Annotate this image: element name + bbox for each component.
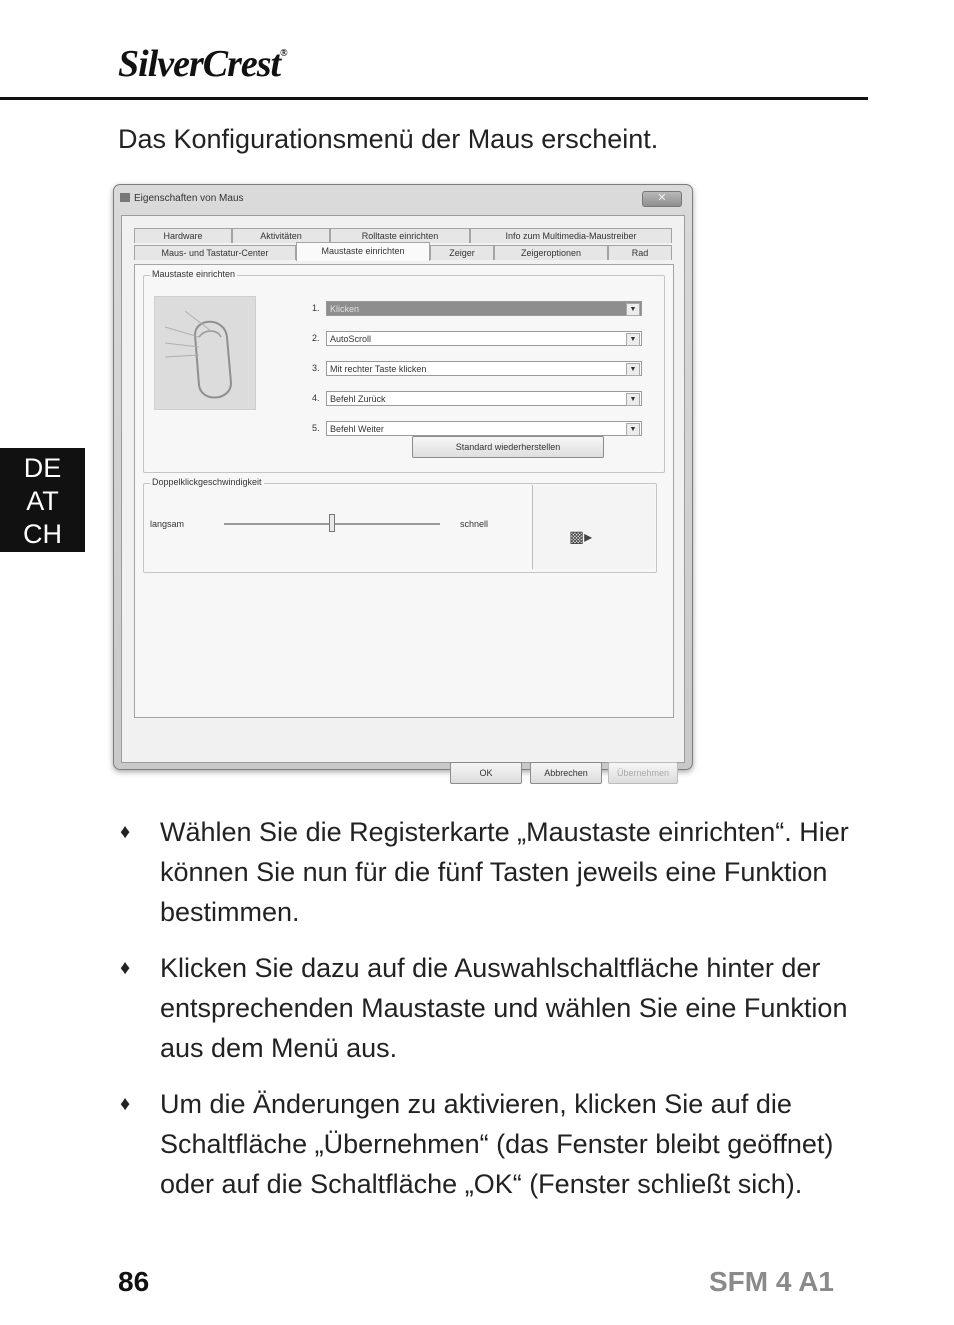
page-number: 86	[118, 1266, 150, 1297]
tab-aktivitaeten[interactable]: Aktivitäten	[232, 228, 330, 243]
double-click-test-area[interactable]	[532, 485, 655, 569]
dialog-client	[121, 215, 685, 778]
chevron-down-icon[interactable]: ▼	[626, 393, 640, 406]
button-3-select[interactable]	[326, 361, 642, 376]
lang-de: DE	[23, 453, 62, 483]
button-number: 1.	[312, 303, 320, 313]
button-5-select[interactable]	[326, 421, 642, 436]
tab-maustaste-einrichten[interactable]: Maustaste einrichten	[296, 242, 430, 261]
tab-rolltaste[interactable]: Rolltaste einrichten	[330, 228, 470, 243]
chevron-down-icon[interactable]: ▼	[626, 333, 640, 346]
button-number: 5.	[312, 423, 320, 433]
tab-zeigeroptionen[interactable]: Zeigeroptionen	[494, 245, 608, 260]
chevron-down-icon[interactable]: ▼	[626, 363, 640, 376]
intro-text: Das Konfigurationsmenü der Maus erscheint.	[118, 124, 659, 154]
button-2-value: AutoScroll	[330, 333, 372, 344]
instruction-text: Um die Änderungen zu aktivieren, klicken Sie auf die Schaltfläche „Übernehmen“ (das Fenster bleibt geöffnet) oder auf die Schaltfläche „OK“ (Fenster schließt sich).	[160, 1089, 834, 1199]
tab-maus-tastatur-center[interactable]: Maus- und Tastatur-Center	[134, 245, 296, 260]
model-name: SFM 4 A1	[709, 1266, 834, 1297]
button-number: 3.	[312, 363, 320, 373]
button-config-group	[143, 269, 665, 473]
close-button[interactable]	[642, 191, 682, 207]
lang-at: AT	[26, 486, 59, 516]
button-row-2	[312, 330, 642, 346]
tab-zeiger[interactable]: Zeiger	[430, 245, 494, 260]
diamond-bullet-icon: ♦	[120, 821, 131, 843]
mouse-diagram-icon	[155, 297, 255, 409]
button-2-select[interactable]	[326, 331, 642, 346]
header-rule	[0, 97, 868, 100]
test-folder-icon[interactable]: ▩▸	[569, 529, 593, 546]
instruction-item	[118, 948, 858, 1068]
button-1-select[interactable]	[326, 301, 642, 316]
ok-button[interactable]: OK	[450, 762, 522, 784]
fast-label: schnell	[460, 519, 489, 529]
button-row-4	[312, 390, 642, 406]
double-click-slider-thumb[interactable]	[329, 514, 335, 532]
dialog-titlebar	[120, 193, 244, 209]
button-1-value: Klicken	[330, 303, 360, 314]
button-row-5	[312, 420, 642, 436]
instruction-text: Wählen Sie die Registerkarte „Maustaste einrichten“. Hier können Sie nun für die fünf Tasten jeweils eine Funktion bestimmen.	[160, 817, 849, 927]
tab-rad[interactable]: Rad	[608, 245, 672, 260]
lang-ch: CH	[23, 519, 62, 549]
button-row-3	[312, 360, 642, 376]
tab-row-2	[134, 245, 672, 261]
mouse-app-icon	[120, 193, 130, 202]
tab-info-multimedia[interactable]: Info zum Multimedia-Maustreiber	[470, 228, 672, 243]
chevron-down-icon[interactable]: ▼	[626, 423, 640, 436]
instruction-text: Klicken Sie dazu auf die Auswahlschaltfläche hinter der entsprechenden Maustaste und wählen Sie eine Funktion aus dem Menü aus.	[160, 953, 848, 1063]
button-4-value: Befehl Zurück	[330, 393, 386, 404]
double-click-group	[143, 477, 657, 573]
button-row-1	[312, 300, 642, 316]
mouse-properties-screenshot	[113, 184, 693, 778]
apply-button[interactable]: Übernehmen	[608, 762, 678, 784]
restore-defaults-button[interactable]: Standard wiederherstellen	[412, 436, 604, 458]
tab-hardware[interactable]: Hardware	[134, 228, 232, 243]
chevron-down-icon[interactable]: ▼	[626, 303, 640, 316]
instruction-item	[118, 1084, 858, 1204]
close-icon: ✕	[657, 192, 667, 204]
button-config-label: Maustaste einrichten	[152, 269, 236, 279]
button-3-value: Mit rechter Taste klicken	[330, 363, 427, 374]
double-click-label: Doppelklickgeschwindigkeit	[152, 477, 262, 487]
slow-label: langsam	[150, 519, 185, 529]
brand-logo: SilverCrest®	[118, 43, 287, 85]
button-4-select[interactable]	[326, 391, 642, 406]
instruction-item	[118, 812, 858, 932]
button-5-value: Befehl Weiter	[330, 423, 384, 434]
instruction-list	[118, 812, 858, 1220]
diamond-bullet-icon: ♦	[120, 957, 131, 979]
language-tab	[0, 448, 85, 552]
button-number: 2.	[312, 333, 320, 343]
diamond-bullet-icon: ♦	[120, 1093, 131, 1115]
cancel-button[interactable]: Abbrechen	[530, 762, 602, 784]
mouse-diagram-image	[154, 296, 256, 410]
dialog-window	[113, 184, 693, 778]
dialog-title: Eigenschaften von Maus	[134, 193, 244, 204]
tab-panel	[134, 264, 674, 718]
button-number: 4.	[312, 393, 320, 403]
